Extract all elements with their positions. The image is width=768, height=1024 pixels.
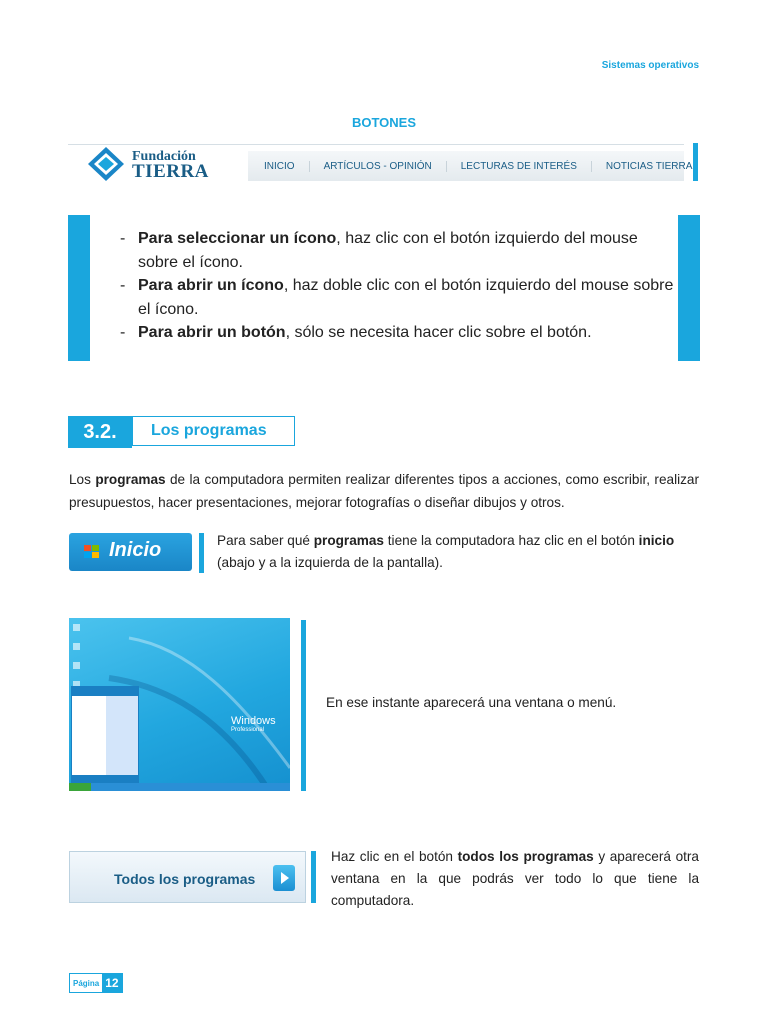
arrow-right-icon <box>273 865 295 891</box>
info-item: - Para abrir un ícono, haz doble clic con el botón izquierdo del mouse sobre el ícono. <box>120 277 674 318</box>
accent-bar <box>693 143 698 181</box>
windows-logo: Windows Professional <box>231 715 276 733</box>
info-item: - Para seleccionar un ícono, haz clic con el botón izquierdo del mouse sobre el ícono. <box>120 230 638 271</box>
inicio-button-image <box>69 533 192 571</box>
start-menu <box>71 686 139 785</box>
running-header: Sistemas operativos <box>601 60 699 71</box>
step-2-text: En ese instante aparecerá una ventana o menú. <box>326 695 617 710</box>
logo-line-2: TIERRA <box>132 161 209 182</box>
navbar-menu <box>248 151 693 181</box>
accent-bar <box>301 620 306 791</box>
accent-bar <box>199 533 204 573</box>
website-navbar-image <box>68 141 693 183</box>
todos-label: Todos los programas <box>114 871 256 887</box>
step-3-text: Haz clic en el botón todos los programas y aparecerá otra ventana en la que podrás ver todo lo que tiene la computadora. <box>331 849 699 908</box>
step-1-text: Para saber qué programas tiene la computadora haz clic en el botón inicio (abajo y a la izquierda de la pantalla). <box>217 533 675 570</box>
start-button <box>69 783 91 791</box>
windows-flag-icon <box>83 544 101 560</box>
page-number-label: Página 12 <box>69 973 123 993</box>
fundacion-tierra-logo <box>86 145 246 183</box>
logo-diamond-icon <box>86 145 126 183</box>
todos-los-programas-button-image <box>69 851 306 903</box>
accent-bar <box>311 851 316 903</box>
intro-paragraph: Los programas de la computadora permiten realizar diferentes tipos a acciones, como escribir, realizar presupuestos, hacer presentaciones, mejorar fotografías o diseñar dibujos y otros. <box>69 472 699 510</box>
windows-desktop-screenshot <box>69 618 290 791</box>
subsection-number: 3.2. <box>68 416 132 448</box>
section-title: BOTONES <box>351 115 417 130</box>
info-item: - Para abrir un botón, sólo se necesita hacer clic sobre el botón. <box>120 324 592 341</box>
taskbar <box>69 783 290 791</box>
subsection-title: Los programas <box>132 416 295 446</box>
info-box <box>68 215 700 361</box>
logo-line-1: Fundación <box>132 149 196 164</box>
nav-item-articulos: ARTÍCULOS - OPINIÓN <box>309 161 446 172</box>
page-number: 12 <box>102 974 121 992</box>
nav-item-noticias: NOTICIAS TIERRA <box>591 161 707 172</box>
inicio-label: Inicio <box>109 539 162 561</box>
nav-item-inicio: INICIO <box>264 160 295 172</box>
nav-item-lecturas: LECTURAS DE INTERÉS <box>446 161 591 172</box>
info-list <box>90 215 678 345</box>
